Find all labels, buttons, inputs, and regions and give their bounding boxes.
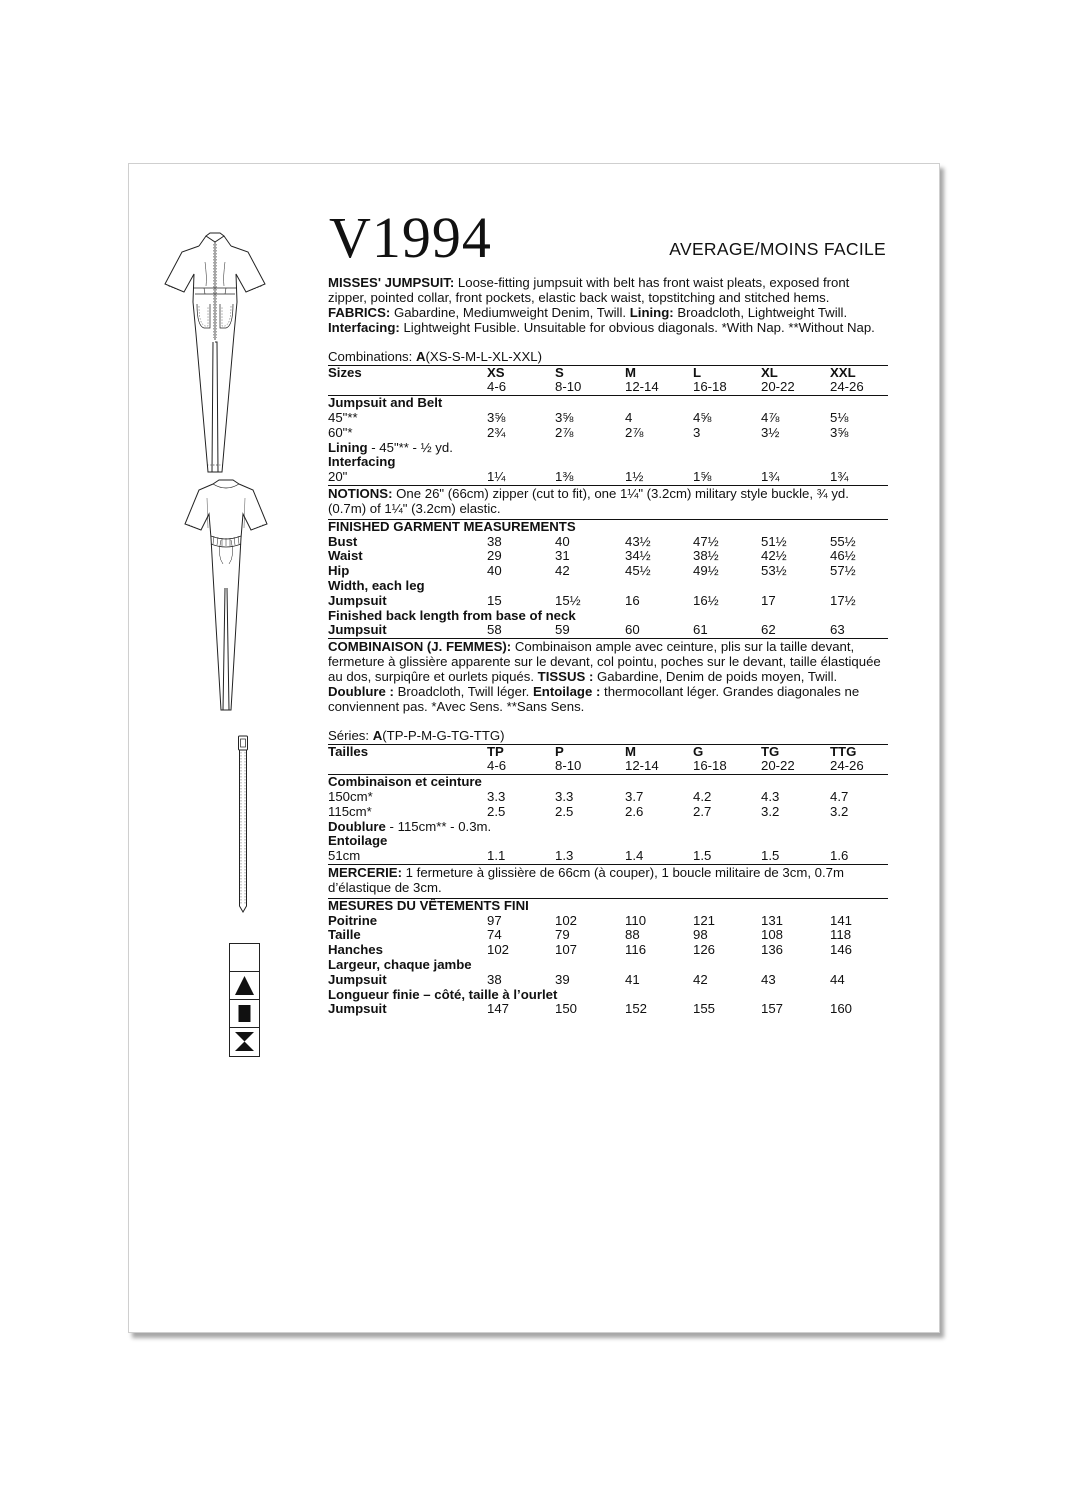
table-cell: 17½ bbox=[830, 592, 856, 608]
table-cell: TG bbox=[761, 743, 780, 759]
mercerie-text: 1 fermeture à glissière de 66cm (à couper), 1 boucle militaire de 3cm, 0.7m d’élastique de 3cm. bbox=[328, 864, 844, 895]
table-cell: 8-10 bbox=[555, 758, 582, 774]
table-row bbox=[328, 535, 888, 550]
table-cell: 16-18 bbox=[693, 379, 727, 395]
interfacing-label: Interfacing: bbox=[328, 319, 400, 335]
table-cell: 1½ bbox=[625, 469, 644, 485]
table-cell: 131 bbox=[761, 912, 784, 928]
table-cell: 79 bbox=[555, 927, 570, 943]
table-cell: 20" bbox=[328, 469, 348, 485]
table-cell: 2¾ bbox=[487, 424, 506, 440]
table-cell: 4.3 bbox=[761, 788, 780, 804]
table-cell: 155 bbox=[693, 1001, 716, 1017]
table-cell: Interfacing bbox=[328, 454, 396, 470]
table-cell: 12-14 bbox=[625, 379, 659, 395]
table-cell: Jumpsuit bbox=[328, 592, 387, 608]
table-cell: Longueur finie – côté, taille à l’ourlet bbox=[328, 986, 558, 1002]
table-cell: 38 bbox=[487, 971, 502, 987]
table-cell bbox=[328, 759, 487, 774]
table-cell: 1.5 bbox=[761, 848, 780, 864]
mercerie-label: MERCERIE: bbox=[328, 864, 402, 880]
table-cell: 15 bbox=[487, 592, 502, 608]
table-cell: 126 bbox=[693, 942, 716, 958]
table-cell: P bbox=[555, 743, 564, 759]
table-cell: Taille bbox=[328, 927, 361, 943]
entoilage-text: thermocollant léger. Grandes diagonales ne conviennent pas. *Avec Sens. **Sans Sens. bbox=[328, 683, 860, 714]
section-row bbox=[328, 775, 888, 790]
table-cell: 16 bbox=[625, 592, 640, 608]
table-cell: 88 bbox=[625, 927, 640, 943]
table-row bbox=[328, 1002, 888, 1017]
table-cell: 1.3 bbox=[555, 848, 574, 864]
section-row bbox=[328, 455, 888, 470]
square-icon bbox=[230, 1000, 259, 1027]
table-cell: Finished back length from base of neck bbox=[328, 607, 576, 623]
table-cell: 150 bbox=[555, 1001, 578, 1017]
table-cell: 58 bbox=[487, 622, 502, 638]
table-cell: 4.7 bbox=[830, 788, 849, 804]
table-cell: Tailles bbox=[328, 743, 369, 759]
table-cell: 3½ bbox=[761, 424, 780, 440]
table-cell: 1.6 bbox=[830, 848, 849, 864]
table-cell: FINISHED GARMENT MEASUREMENTS bbox=[328, 518, 576, 534]
table-cell: 34½ bbox=[625, 548, 651, 564]
table-cell: 3.2 bbox=[830, 803, 849, 819]
table-cell: 152 bbox=[625, 1001, 648, 1017]
table-cell: 1¼ bbox=[487, 469, 506, 485]
table-cell: 141 bbox=[830, 912, 853, 928]
entoilage-label: Entoilage : bbox=[532, 683, 601, 699]
table-cell: 115cm* bbox=[328, 803, 372, 819]
section-row bbox=[328, 958, 888, 973]
table-cell: Waist bbox=[328, 548, 363, 564]
table-cell: 8-10 bbox=[555, 379, 582, 395]
table-cell: 47½ bbox=[693, 533, 719, 549]
table-cell: Bust bbox=[328, 533, 358, 549]
table-cell: 1¾ bbox=[830, 469, 849, 485]
doublure-label: Doublure : bbox=[328, 683, 394, 699]
yardage-table-english bbox=[328, 365, 888, 486]
table-cell: 63 bbox=[830, 622, 845, 638]
table-cell: 4-6 bbox=[487, 758, 507, 774]
doublure-amount: - 115cm** - 0.3m. bbox=[385, 818, 492, 834]
doublure-row bbox=[328, 820, 888, 835]
table-cell: 147 bbox=[487, 1001, 510, 1017]
table-cell: 4-6 bbox=[487, 379, 507, 395]
section-row bbox=[328, 834, 888, 849]
table-row bbox=[328, 790, 888, 805]
table-cell: 1.1 bbox=[487, 848, 506, 864]
notions-english bbox=[328, 486, 888, 520]
table-row bbox=[328, 928, 888, 943]
section-row bbox=[328, 988, 888, 1003]
pattern-details bbox=[328, 276, 888, 1017]
table-cell: 5⅛ bbox=[830, 409, 849, 425]
combinations-french bbox=[328, 729, 888, 744]
table-cell: 2.5 bbox=[487, 803, 506, 819]
size-subheader-row bbox=[328, 380, 888, 395]
fabrics-text: Gabardine, Mediumweight Denim, Twill. bbox=[390, 304, 630, 320]
table-cell: 4 bbox=[625, 409, 633, 425]
table-cell: 59 bbox=[555, 622, 570, 638]
interfacing-text: Lightweight Fusible. Unsuitable for obvious diagonals. *With Nap. **Without Nap. bbox=[399, 319, 875, 335]
table-cell: 61 bbox=[693, 622, 708, 638]
table-row bbox=[328, 426, 888, 441]
table-cell: 38 bbox=[487, 533, 502, 549]
table-cell: 29 bbox=[487, 548, 502, 564]
table-cell: 102 bbox=[487, 942, 510, 958]
description-title: MISSES' JUMPSUIT: bbox=[328, 275, 455, 290]
table-cell: 3.2 bbox=[761, 803, 780, 819]
table-cell: 51½ bbox=[761, 533, 787, 549]
table-cell: Poitrine bbox=[328, 912, 378, 928]
triangle-icon bbox=[230, 972, 259, 999]
table-cell: 45"** bbox=[328, 409, 358, 425]
table-cell: 1¾ bbox=[761, 469, 780, 485]
description-text: Loose-fitting jumpsuit with belt has front waist pleats, exposed front zipper, pointed collar, front pockets, elastic back waist, topstitching and stitched hems. bbox=[328, 275, 850, 305]
legend-square-cell bbox=[230, 1000, 259, 1028]
table-cell: Width, each leg bbox=[328, 577, 425, 593]
table-row bbox=[328, 594, 888, 609]
measurements-table-english bbox=[328, 520, 888, 639]
table-cell: Jumpsuit bbox=[328, 622, 387, 638]
table-cell: 3⅝ bbox=[487, 409, 506, 425]
table-cell: 2.7 bbox=[693, 803, 712, 819]
table-cell: TP bbox=[487, 743, 504, 759]
table-cell: 121 bbox=[693, 912, 716, 928]
table-cell: 107 bbox=[555, 942, 578, 958]
table-cell: 3⅝ bbox=[555, 409, 574, 425]
notions-french bbox=[328, 865, 888, 899]
table-cell: 4⅝ bbox=[693, 409, 712, 425]
yardage-table-french bbox=[328, 744, 888, 865]
table-cell: 97 bbox=[487, 912, 502, 928]
legend-blank-cell bbox=[230, 944, 259, 972]
table-row bbox=[328, 564, 888, 579]
table-cell: 55½ bbox=[830, 533, 856, 549]
table-cell: 20-22 bbox=[761, 379, 795, 395]
table-cell: 136 bbox=[761, 942, 784, 958]
series-label: Séries: bbox=[328, 727, 373, 743]
table-cell: XS bbox=[487, 364, 505, 380]
table-cell: 4.2 bbox=[693, 788, 712, 804]
table-cell: 157 bbox=[761, 1001, 784, 1017]
table-cell: XXL bbox=[830, 364, 856, 380]
table-row bbox=[328, 943, 888, 958]
table-cell: 42½ bbox=[761, 548, 787, 564]
table-cell: 20-22 bbox=[761, 758, 795, 774]
table-cell: 12-14 bbox=[625, 758, 659, 774]
table-cell: 60"* bbox=[328, 424, 353, 440]
table-cell: 16½ bbox=[693, 592, 719, 608]
table-cell: TTG bbox=[830, 743, 857, 759]
table-cell: 43½ bbox=[625, 533, 651, 549]
table-cell bbox=[328, 820, 888, 835]
size-header-row bbox=[328, 744, 888, 759]
table-cell bbox=[328, 441, 888, 456]
description-text-fr: Combinaison ample avec ceinture, plis sur la taille devant, fermeture à glissière apparente sur le devant, col pointu, poches sur le devant, taille élastiquée au dos, surpiqûre et ourlets piqués. bbox=[328, 639, 881, 684]
table-cell: 42 bbox=[693, 971, 708, 987]
lining-label: Lining bbox=[328, 439, 368, 455]
table-cell: 102 bbox=[555, 912, 578, 928]
table-cell: M bbox=[625, 743, 636, 759]
table-cell: 2⅞ bbox=[555, 424, 574, 440]
lining-label: Lining: bbox=[629, 304, 674, 320]
legend-triangle-cell bbox=[230, 972, 259, 1000]
notions-label: NOTIONS: bbox=[328, 485, 393, 501]
table-cell: M bbox=[625, 364, 636, 380]
notions-text: One 26" (66cm) zipper (cut to fit), one 1¼" (3.2cm) military style buckle, ¾ yd. (0.7m) of 1¼" (3.2cm) elastic. bbox=[328, 485, 849, 516]
table-cell: 17 bbox=[761, 592, 776, 608]
lining-row bbox=[328, 441, 888, 456]
description-english bbox=[328, 276, 888, 336]
table-cell: 15½ bbox=[555, 592, 581, 608]
table-cell: 31 bbox=[555, 548, 570, 564]
table-cell: 4⅞ bbox=[761, 409, 780, 425]
section-row bbox=[328, 520, 888, 535]
table-cell: Combinaison et ceinture bbox=[328, 774, 482, 790]
size-header-row bbox=[328, 365, 888, 380]
section-row bbox=[328, 899, 888, 914]
table-cell: 38½ bbox=[693, 548, 719, 564]
table-cell: Sizes bbox=[328, 364, 362, 380]
combinations-label: Combinations: bbox=[328, 348, 416, 364]
table-cell: 116 bbox=[625, 942, 647, 958]
table-cell: 39 bbox=[555, 971, 570, 987]
legend-hourglass-cell bbox=[230, 1028, 259, 1055]
table-cell: 1.4 bbox=[625, 848, 644, 864]
table-cell: 51cm bbox=[328, 848, 361, 864]
lining-text: Broadcloth, Lightweight Twill. bbox=[673, 304, 848, 320]
table-cell: 43 bbox=[761, 971, 776, 987]
table-cell: Largeur, chaque jambe bbox=[328, 956, 472, 972]
description-title-fr: COMBINAISON (J. FEMMES): bbox=[328, 639, 512, 655]
jumpsuit-back-illustration bbox=[183, 478, 269, 718]
table-cell: Entoilage bbox=[328, 833, 388, 849]
table-cell: 3 bbox=[693, 424, 701, 440]
hourglass-icon bbox=[230, 1028, 259, 1055]
table-cell: 24-26 bbox=[830, 758, 864, 774]
table-cell: 3.3 bbox=[555, 788, 574, 804]
fabrics-label: FABRICS: bbox=[328, 304, 391, 320]
table-cell: 57½ bbox=[830, 563, 856, 579]
table-cell: Hip bbox=[328, 563, 350, 579]
table-cell: 49½ bbox=[693, 563, 719, 579]
fabric-legend-box bbox=[229, 943, 260, 1057]
combinations-view: A bbox=[415, 348, 426, 364]
table-cell: 45½ bbox=[625, 563, 651, 579]
size-subheader-row bbox=[328, 759, 888, 774]
table-cell: MESURES DU VÊTEMENTS FINI bbox=[328, 897, 529, 913]
table-row bbox=[328, 973, 888, 988]
table-cell: 1.5 bbox=[693, 848, 712, 864]
table-cell: 53½ bbox=[761, 563, 787, 579]
table-cell: Hanches bbox=[328, 942, 383, 958]
table-row bbox=[328, 914, 888, 929]
section-row bbox=[328, 609, 888, 624]
table-cell: 40 bbox=[555, 533, 570, 549]
table-cell: 40 bbox=[487, 563, 502, 579]
table-cell: 3.7 bbox=[625, 788, 644, 804]
table-cell: 108 bbox=[761, 927, 784, 943]
table-cell: 1⅝ bbox=[693, 469, 712, 485]
measurements-table-french bbox=[328, 899, 888, 1017]
table-cell: 1⅜ bbox=[555, 469, 574, 485]
table-cell: 110 bbox=[625, 912, 647, 928]
series-sizes: (TP-P-M-G-TG-TTG) bbox=[382, 727, 505, 743]
section-row bbox=[328, 396, 888, 411]
table-cell: Jumpsuit bbox=[328, 1001, 387, 1017]
table-cell: 160 bbox=[830, 1001, 853, 1017]
pattern-number: V1994 bbox=[329, 205, 492, 270]
table-cell: 42 bbox=[555, 563, 570, 579]
table-row bbox=[328, 470, 888, 485]
table-cell: 62 bbox=[761, 622, 776, 638]
table-cell bbox=[328, 380, 487, 395]
table-cell: 16-18 bbox=[693, 758, 727, 774]
difficulty-level: AVERAGE/MOINS FACILE bbox=[669, 239, 886, 259]
combinations-sizes: (XS-S-M-L-XL-XXL) bbox=[425, 348, 543, 364]
table-row bbox=[328, 549, 888, 564]
table-cell: 74 bbox=[487, 927, 502, 943]
table-row bbox=[328, 805, 888, 820]
section-row bbox=[328, 579, 888, 594]
table-cell: S bbox=[555, 364, 564, 380]
table-cell: Jumpsuit and Belt bbox=[328, 395, 443, 411]
table-cell: 3.3 bbox=[487, 788, 506, 804]
table-cell: G bbox=[693, 743, 704, 759]
combinations-english bbox=[328, 350, 888, 365]
table-cell: 3⅝ bbox=[830, 424, 849, 440]
table-cell: 46½ bbox=[830, 548, 856, 564]
table-row bbox=[328, 849, 888, 864]
table-cell: 118 bbox=[830, 927, 852, 943]
tissus-label: TISSUS : bbox=[537, 668, 594, 684]
table-cell: 41 bbox=[625, 971, 640, 987]
table-cell: 2.5 bbox=[555, 803, 574, 819]
jumpsuit-front-illustration bbox=[160, 222, 270, 480]
table-cell: 150cm* bbox=[328, 788, 373, 804]
doublure-label: Doublure bbox=[328, 818, 386, 834]
table-cell: 146 bbox=[830, 942, 853, 958]
description-french bbox=[328, 639, 888, 715]
table-cell: 98 bbox=[693, 927, 708, 943]
table-cell: 2⅞ bbox=[625, 424, 644, 440]
table-cell: 24-26 bbox=[830, 379, 864, 395]
table-row bbox=[328, 623, 888, 638]
table-cell: Jumpsuit bbox=[328, 971, 387, 987]
table-cell: 44 bbox=[830, 971, 845, 987]
table-row bbox=[328, 411, 888, 426]
series-view: A bbox=[372, 727, 383, 743]
lining-amount: - 45"** - ½ yd. bbox=[367, 439, 453, 455]
belt-illustration bbox=[236, 734, 250, 914]
tissus-text: Gabardine, Denim de poids moyen, Twill. bbox=[593, 668, 838, 684]
doublure-text: Broadcloth, Twill léger. bbox=[393, 683, 533, 699]
table-cell: 2.6 bbox=[625, 803, 644, 819]
table-cell: 60 bbox=[625, 622, 640, 638]
table-cell: XL bbox=[761, 364, 778, 380]
table-cell: L bbox=[693, 364, 702, 380]
